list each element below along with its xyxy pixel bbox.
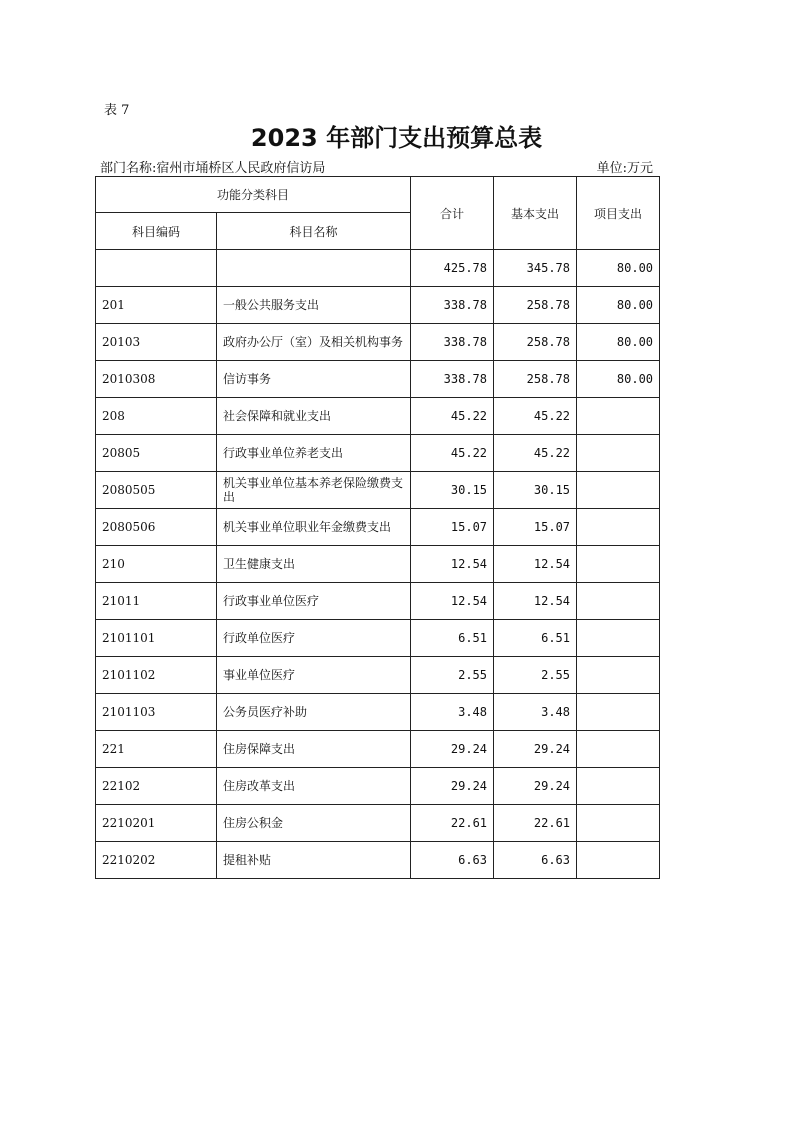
- basic-amount-cell: 29.24: [494, 768, 577, 805]
- account-code-cell: 208: [96, 398, 217, 435]
- project-amount-cell: 80.00: [577, 250, 660, 287]
- total-amount-cell: 338.78: [411, 287, 494, 324]
- table-row: [96, 250, 660, 287]
- account-name-cell: 住房保障支出: [217, 731, 411, 768]
- total-amount-cell: 30.15: [411, 472, 494, 509]
- project-amount-cell: [577, 620, 660, 657]
- basic-amount-cell: 22.61: [494, 805, 577, 842]
- table-row: [96, 694, 660, 731]
- basic-amount-cell: 258.78: [494, 287, 577, 324]
- account-name-cell: 提租补贴: [217, 842, 411, 879]
- total-amount-cell: 338.78: [411, 361, 494, 398]
- account-code-cell: 21011: [96, 583, 217, 620]
- account-code-cell: [96, 250, 217, 287]
- project-amount-cell: [577, 805, 660, 842]
- basic-amount-cell: 2.55: [494, 657, 577, 694]
- table-row: [96, 768, 660, 805]
- project-amount-cell: [577, 657, 660, 694]
- basic-amount-cell: 12.54: [494, 583, 577, 620]
- total-amount-cell: 29.24: [411, 731, 494, 768]
- account-name-cell: 机关事业单位基本养老保险缴费支出: [217, 472, 411, 509]
- table-row: [96, 509, 660, 546]
- account-name-cell: 公务员医疗补助: [217, 694, 411, 731]
- account-name-cell: 行政单位医疗: [217, 620, 411, 657]
- table-row: [96, 361, 660, 398]
- account-name-cell: 事业单位医疗: [217, 657, 411, 694]
- account-code-cell: 2101101: [96, 620, 217, 657]
- total-amount-cell: 12.54: [411, 583, 494, 620]
- table-row: [96, 731, 660, 768]
- basic-amount-cell: 6.63: [494, 842, 577, 879]
- basic-amount-cell: 15.07: [494, 509, 577, 546]
- basic-amount-cell: 12.54: [494, 546, 577, 583]
- account-code-cell: 22102: [96, 768, 217, 805]
- basic-amount-cell: 45.22: [494, 435, 577, 472]
- table-body: [96, 250, 660, 879]
- table-row: [96, 398, 660, 435]
- project-amount-cell: [577, 694, 660, 731]
- table-row: [96, 324, 660, 361]
- account-name-cell: 住房改革支出: [217, 768, 411, 805]
- account-code-cell: 20805: [96, 435, 217, 472]
- table-row: [96, 842, 660, 879]
- total-amount-cell: 6.63: [411, 842, 494, 879]
- total-amount-cell: 45.22: [411, 435, 494, 472]
- project-amount-cell: 80.00: [577, 361, 660, 398]
- total-amount-cell: 2.55: [411, 657, 494, 694]
- total-amount-cell: 15.07: [411, 509, 494, 546]
- account-code-cell: 2210201: [96, 805, 217, 842]
- account-code-cell: 2080505: [96, 472, 217, 509]
- project-amount-cell: [577, 583, 660, 620]
- project-amount-cell: [577, 509, 660, 546]
- basic-amount-cell: 45.22: [494, 398, 577, 435]
- total-amount-cell: 425.78: [411, 250, 494, 287]
- account-code-cell: 2101103: [96, 694, 217, 731]
- project-amount-cell: [577, 398, 660, 435]
- project-amount-cell: [577, 731, 660, 768]
- unit-label: 单位:万元: [596, 161, 653, 176]
- basic-amount-cell: 258.78: [494, 361, 577, 398]
- project-amount-cell: [577, 546, 660, 583]
- account-code-cell: 210: [96, 546, 217, 583]
- account-code-cell: 2080506: [96, 509, 217, 546]
- table-row: [96, 620, 660, 657]
- account-name-cell: 信访事务: [217, 361, 411, 398]
- table-row: [96, 583, 660, 620]
- table-row: [96, 472, 660, 509]
- department-name: 部门名称:宿州市埇桥区人民政府信访局: [100, 161, 326, 176]
- account-name-cell: 一般公共服务支出: [217, 287, 411, 324]
- code-column-header: 科目编码: [96, 213, 217, 250]
- project-amount-cell: [577, 842, 660, 879]
- total-amount-cell: 45.22: [411, 398, 494, 435]
- basic-amount-cell: 345.78: [494, 250, 577, 287]
- account-code-cell: 2101102: [96, 657, 217, 694]
- total-amount-cell: 338.78: [411, 324, 494, 361]
- page-title: 2023 年部门支出预算总表: [250, 124, 543, 152]
- project-amount-cell: 80.00: [577, 287, 660, 324]
- name-column-header: 科目名称: [217, 213, 411, 250]
- basic-amount-cell: 29.24: [494, 731, 577, 768]
- table-row: [96, 657, 660, 694]
- total-amount-cell: 29.24: [411, 768, 494, 805]
- account-name-cell: 卫生健康支出: [217, 546, 411, 583]
- table-row: [96, 287, 660, 324]
- basic-amount-cell: 6.51: [494, 620, 577, 657]
- basic-expenditure-column-header: 基本支出: [494, 177, 577, 250]
- project-amount-cell: [577, 435, 660, 472]
- account-name-cell: 政府办公厅（室）及相关机构事务: [217, 324, 411, 361]
- project-amount-cell: 80.00: [577, 324, 660, 361]
- account-name-cell: 行政事业单位医疗: [217, 583, 411, 620]
- total-amount-cell: 3.48: [411, 694, 494, 731]
- account-name-cell: 住房公积金: [217, 805, 411, 842]
- project-amount-cell: [577, 472, 660, 509]
- total-amount-cell: 12.54: [411, 546, 494, 583]
- total-column-header: 合计: [411, 177, 494, 250]
- project-amount-cell: [577, 768, 660, 805]
- account-name-cell: 社会保障和就业支出: [217, 398, 411, 435]
- account-name-cell: [217, 250, 411, 287]
- account-code-cell: 2210202: [96, 842, 217, 879]
- table-header-row: [96, 177, 660, 213]
- account-name-cell: 机关事业单位职业年金缴费支出: [217, 509, 411, 546]
- table-number: 表 7: [104, 103, 130, 118]
- total-amount-cell: 22.61: [411, 805, 494, 842]
- basic-amount-cell: 258.78: [494, 324, 577, 361]
- functional-category-header: 功能分类科目: [96, 177, 411, 213]
- budget-table: [95, 176, 660, 879]
- account-code-cell: 221: [96, 731, 217, 768]
- account-code-cell: 201: [96, 287, 217, 324]
- account-code-cell: 2010308: [96, 361, 217, 398]
- account-code-cell: 20103: [96, 324, 217, 361]
- table-row: [96, 435, 660, 472]
- basic-amount-cell: 30.15: [494, 472, 577, 509]
- total-amount-cell: 6.51: [411, 620, 494, 657]
- account-name-cell: 行政事业单位养老支出: [217, 435, 411, 472]
- table-row: [96, 805, 660, 842]
- basic-amount-cell: 3.48: [494, 694, 577, 731]
- table-row: [96, 546, 660, 583]
- project-expenditure-column-header: 项目支出: [577, 177, 660, 250]
